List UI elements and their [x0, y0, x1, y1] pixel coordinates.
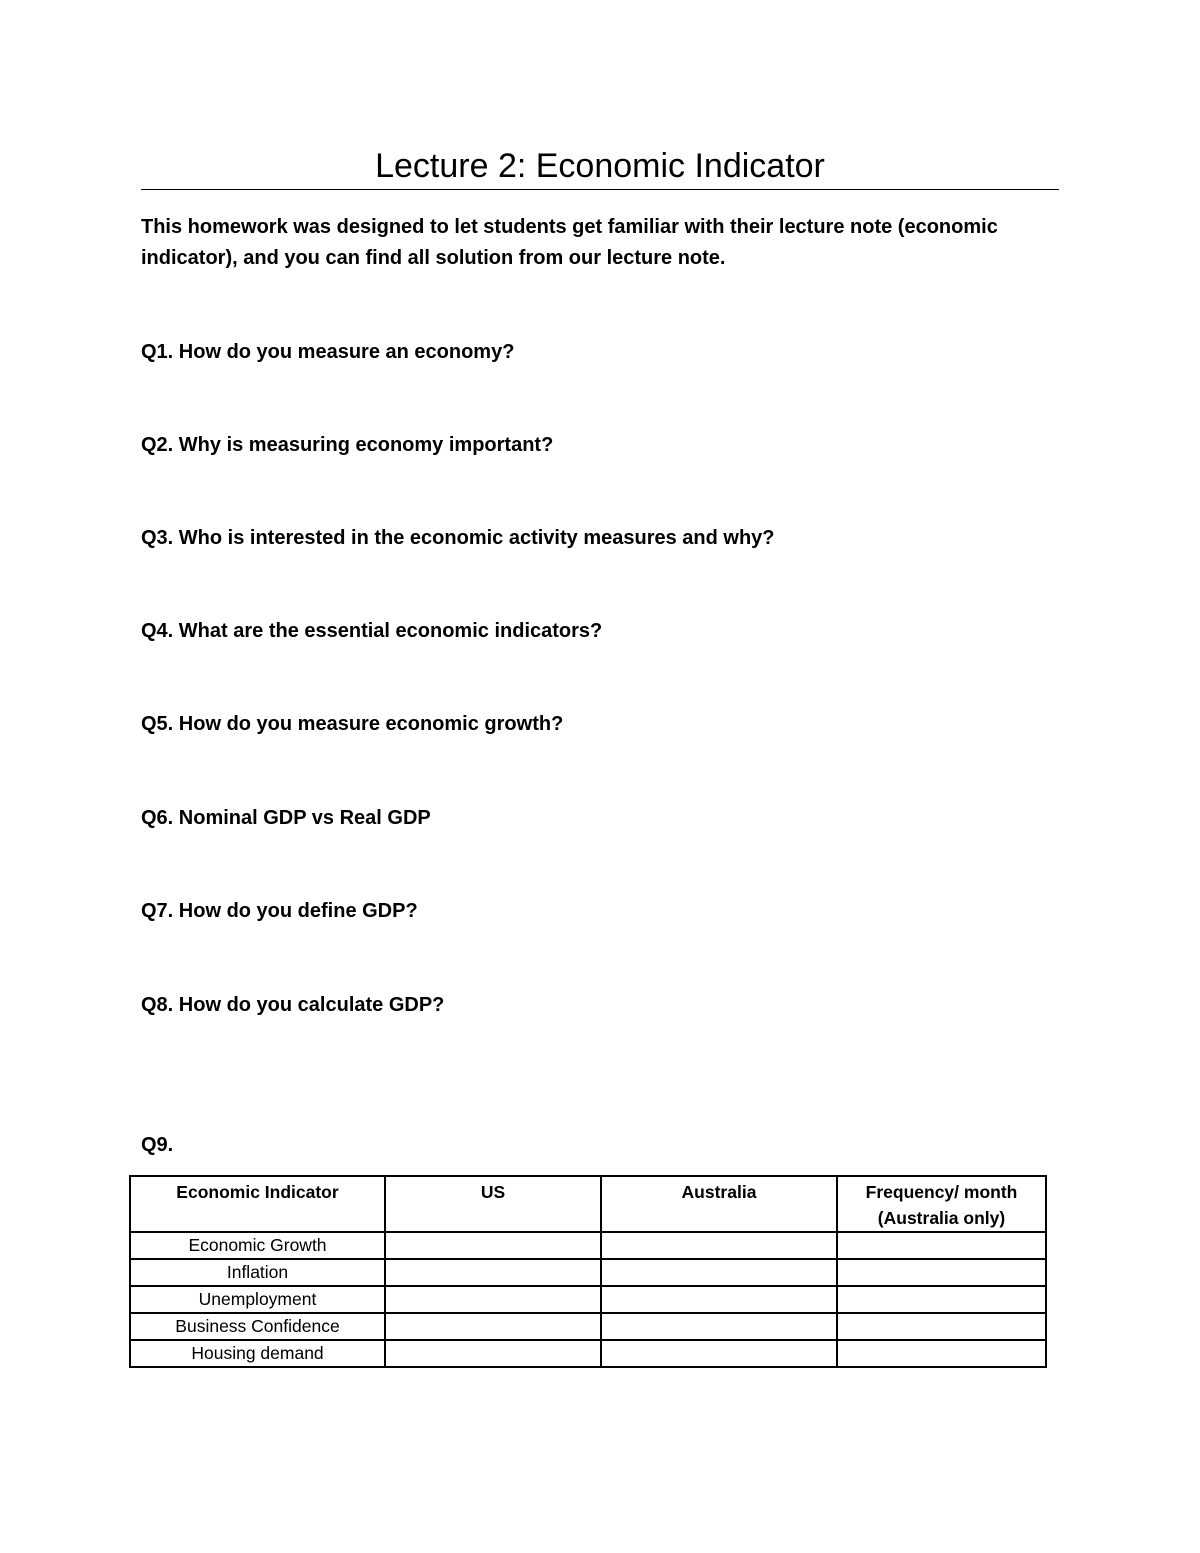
- table-row: [130, 1313, 1046, 1340]
- frequency-cell[interactable]: [837, 1286, 1046, 1313]
- table-row: [130, 1286, 1046, 1313]
- australia-cell[interactable]: [601, 1259, 837, 1286]
- australia-cell[interactable]: [601, 1232, 837, 1259]
- table-row: [130, 1340, 1046, 1367]
- us-cell[interactable]: [385, 1232, 601, 1259]
- us-cell[interactable]: [385, 1340, 601, 1367]
- question-4: Q4. What are the essential economic indicators?: [141, 620, 603, 642]
- header-australia: Australia: [601, 1176, 837, 1232]
- question-8: Q8. How do you calculate GDP?: [141, 994, 445, 1016]
- us-cell[interactable]: [385, 1313, 601, 1340]
- header-frequency-line1: Frequency/ month: [865, 1182, 1018, 1202]
- question-2: Q2. Why is measuring economy important?: [141, 434, 554, 456]
- frequency-cell[interactable]: [837, 1259, 1046, 1286]
- question-9-label: Q9.: [141, 1134, 174, 1156]
- question-7: Q7. How do you define GDP?: [141, 900, 418, 922]
- question-1: Q1. How do you measure an economy?: [141, 341, 515, 363]
- title-divider: [141, 189, 1059, 190]
- australia-cell[interactable]: [601, 1313, 837, 1340]
- us-cell[interactable]: [385, 1259, 601, 1286]
- header-frequency: [837, 1176, 1046, 1232]
- us-cell[interactable]: [385, 1286, 601, 1313]
- frequency-cell[interactable]: [837, 1340, 1046, 1367]
- economic-indicator-table: [129, 1175, 1047, 1368]
- indicator-cell: Business Confidence: [130, 1313, 385, 1340]
- header-us: US: [385, 1176, 601, 1232]
- indicator-cell: Unemployment: [130, 1286, 385, 1313]
- header-economic-indicator: Economic Indicator: [130, 1176, 385, 1232]
- table-row: [130, 1259, 1046, 1286]
- page-title: Lecture 2: Economic Indicator: [375, 147, 825, 185]
- australia-cell[interactable]: [601, 1340, 837, 1367]
- indicator-cell: Economic Growth: [130, 1232, 385, 1259]
- question-3: Q3. Who is interested in the economic activity measures and why?: [141, 527, 775, 549]
- frequency-cell[interactable]: [837, 1232, 1046, 1259]
- indicator-cell: Housing demand: [130, 1340, 385, 1367]
- frequency-cell[interactable]: [837, 1313, 1046, 1340]
- australia-cell[interactable]: [601, 1286, 837, 1313]
- question-5: Q5. How do you measure economic growth?: [141, 713, 564, 735]
- header-frequency-line2: (Australia only): [877, 1208, 1006, 1228]
- table-header-row: [130, 1176, 1046, 1232]
- indicator-cell: Inflation: [130, 1259, 385, 1286]
- table-row: [130, 1232, 1046, 1259]
- intro-paragraph: This homework was designed to let students get familiar with their lecture note (economic indicator), and you can find all solution from our lecture note.: [141, 216, 998, 269]
- question-6: Q6. Nominal GDP vs Real GDP: [141, 807, 431, 829]
